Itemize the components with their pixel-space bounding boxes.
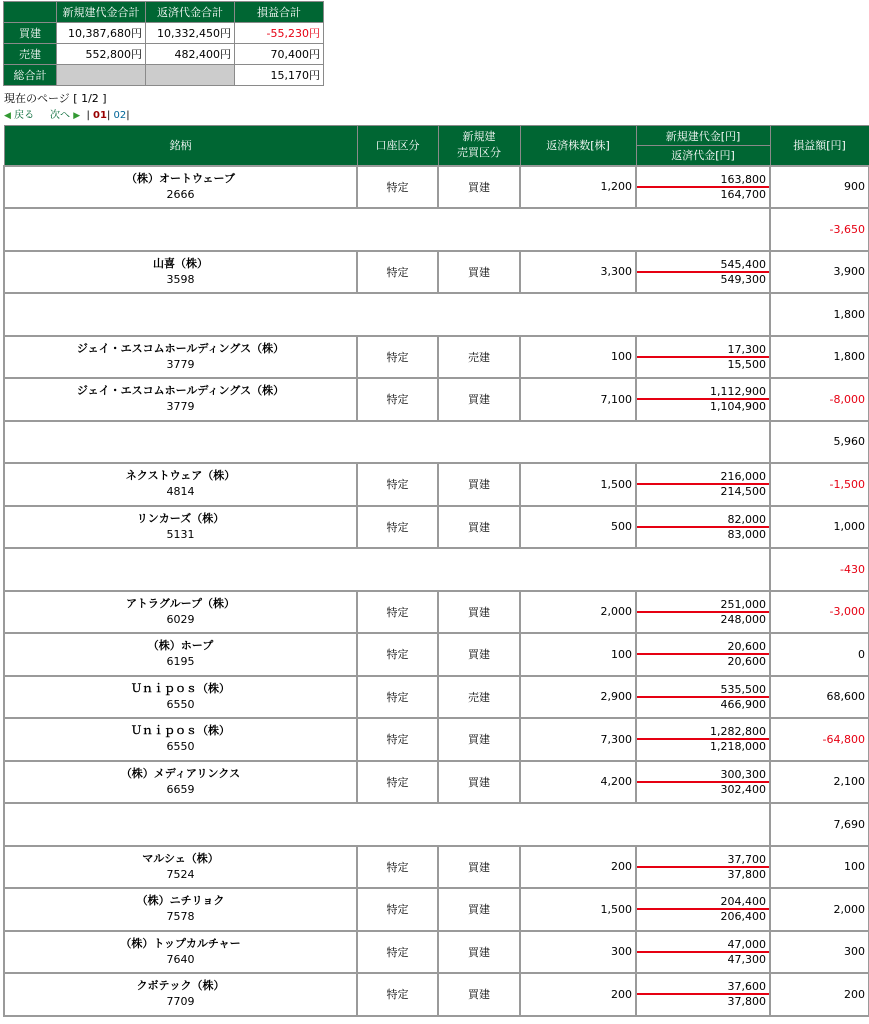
summary-sell-new: 552,800円 <box>57 44 146 65</box>
account-cell: 特定 <box>357 251 438 294</box>
pl-cell: 300 <box>770 931 869 974</box>
close-amount: 248,000 <box>720 612 766 626</box>
pl-cell: 900 <box>770 166 869 209</box>
stock-name: クボテック（株） <box>136 979 225 993</box>
page-link-current: 01 <box>93 110 107 121</box>
stock-code: 6029 <box>166 612 195 626</box>
header-type-line2: 売買区分 <box>457 146 501 160</box>
stock-cell <box>4 463 357 506</box>
new-amount: 535,500 <box>637 683 769 698</box>
header-name: 銘柄 <box>4 126 357 166</box>
header-account: 口座区分 <box>357 126 438 166</box>
type-cell: 売建 <box>438 336 520 379</box>
header-type-line1: 新規建 <box>462 130 496 144</box>
summary-table <box>3 1 324 86</box>
subtotal-row <box>4 208 869 251</box>
close-amount: 302,400 <box>720 782 766 796</box>
table-row <box>4 591 869 634</box>
account-cell: 特定 <box>357 591 438 634</box>
stock-code: 6659 <box>166 782 195 796</box>
summary-total-blank <box>57 65 146 86</box>
table-row <box>4 676 869 719</box>
stock-cell <box>4 761 357 804</box>
qty-cell: 1,500 <box>520 888 636 931</box>
qty-cell: 7,100 <box>520 378 636 421</box>
qty-cell: 1,200 <box>520 166 636 209</box>
summary-header-close: 返済代金合計 <box>146 2 235 23</box>
stock-name: ジェイ・エスコムホールディングス（株） <box>76 384 285 398</box>
stock-name: ジェイ・エスコムホールディングス（株） <box>76 341 285 355</box>
account-cell: 特定 <box>357 761 438 804</box>
stock-code: 5131 <box>166 527 195 541</box>
type-cell: 買建 <box>438 931 520 974</box>
summary-buy-close: 10,332,450円 <box>146 23 235 44</box>
new-amount: 17,300 <box>637 343 769 358</box>
amount-cell <box>636 591 770 634</box>
stock-name: （株）オートウェーブ <box>125 171 235 185</box>
stock-code: 6550 <box>166 697 195 711</box>
summary-sell-pl: 70,400円 <box>235 44 324 65</box>
close-amount: 37,800 <box>727 995 766 1009</box>
new-amount: 216,000 <box>637 470 769 485</box>
type-cell: 買建 <box>438 166 520 209</box>
type-cell: 買建 <box>438 973 520 1016</box>
qty-cell: 200 <box>520 846 636 889</box>
pl-cell: -3,000 <box>770 591 869 634</box>
pl-cell: -8,000 <box>770 378 869 421</box>
new-amount: 300,300 <box>637 768 769 783</box>
header-qty: 返済株数[株] <box>520 126 636 166</box>
stock-name: （株）メディアリンクス <box>120 766 241 780</box>
stock-cell <box>4 166 357 209</box>
qty-cell: 1,500 <box>520 463 636 506</box>
close-amount: 549,300 <box>720 272 766 286</box>
close-amount: 37,800 <box>727 867 766 881</box>
pl-cell: 3,900 <box>770 251 869 294</box>
type-cell: 買建 <box>438 761 520 804</box>
new-amount: 47,000 <box>637 938 769 953</box>
header-amount-bottom: 返済代金[円] <box>636 146 770 166</box>
account-cell: 特定 <box>357 166 438 209</box>
stock-name: （株）トップカルチャー <box>120 936 241 950</box>
type-cell: 買建 <box>438 633 520 676</box>
type-cell: 買建 <box>438 251 520 294</box>
close-amount: 1,104,900 <box>710 400 766 414</box>
subtotal-pl-cell: -430 <box>770 548 869 591</box>
amount-cell <box>636 676 770 719</box>
qty-cell: 100 <box>520 633 636 676</box>
stock-code: 7709 <box>166 995 195 1009</box>
subtotal-blank <box>4 421 770 464</box>
summary-row-label: 総合計 <box>4 65 57 86</box>
pl-cell: 200 <box>770 973 869 1016</box>
table-row <box>4 718 869 761</box>
close-amount: 466,900 <box>720 697 766 711</box>
amount-cell <box>636 633 770 676</box>
new-amount: 20,600 <box>637 640 769 655</box>
stock-cell <box>4 676 357 719</box>
close-amount: 15,500 <box>727 357 766 371</box>
subtotal-blank <box>4 548 770 591</box>
amount-cell <box>636 336 770 379</box>
qty-cell: 3,300 <box>520 251 636 294</box>
stock-name: Ｕｎｉｐｏｓ（株） <box>131 681 230 695</box>
stock-cell <box>4 506 357 549</box>
subtotal-pl-cell: -3,650 <box>770 208 869 251</box>
trade-table <box>3 125 869 1017</box>
account-cell: 特定 <box>357 888 438 931</box>
table-row <box>4 378 869 421</box>
subtotal-row <box>4 548 869 591</box>
type-cell: 買建 <box>438 506 520 549</box>
pl-cell: -64,800 <box>770 718 869 761</box>
summary-buy-new: 10,387,680円 <box>57 23 146 44</box>
stock-name: 山喜（株） <box>153 256 208 270</box>
stock-name: （株）ホープ <box>147 639 214 653</box>
table-row <box>4 336 869 379</box>
new-amount: 251,000 <box>637 598 769 613</box>
qty-cell: 2,000 <box>520 591 636 634</box>
qty-cell: 4,200 <box>520 761 636 804</box>
account-cell: 特定 <box>357 506 438 549</box>
subtotal-pl-cell: 5,960 <box>770 421 869 464</box>
summary-total-pl: 15,170円 <box>235 65 324 86</box>
pl-cell: 0 <box>770 633 869 676</box>
amount-cell <box>636 463 770 506</box>
stock-name: リンカーズ（株） <box>136 511 225 525</box>
subtotal-blank <box>4 208 770 251</box>
account-cell: 特定 <box>357 676 438 719</box>
summary-buy-pl: -55,230円 <box>235 23 324 44</box>
type-cell: 買建 <box>438 718 520 761</box>
summary-corner <box>4 2 57 23</box>
summary-row-total <box>4 65 324 86</box>
stock-name: マルシェ（株） <box>142 851 219 865</box>
page-link-2[interactable]: 02 <box>113 110 127 121</box>
summary-total-blank <box>146 65 235 86</box>
stock-cell <box>4 251 357 294</box>
subtotal-row <box>4 293 869 336</box>
table-row <box>4 846 869 889</box>
account-cell: 特定 <box>357 463 438 506</box>
amount-cell <box>636 761 770 804</box>
new-amount: 1,112,900 <box>637 385 769 400</box>
stock-cell <box>4 591 357 634</box>
stock-name: Ｕｎｉｐｏｓ（株） <box>131 724 230 738</box>
stock-code: 4814 <box>166 485 195 499</box>
summary-header-row <box>4 2 324 23</box>
subtotal-blank <box>4 803 770 846</box>
header-amount-top: 新規建代金[円] <box>636 126 770 146</box>
stock-cell <box>4 378 357 421</box>
stock-cell <box>4 718 357 761</box>
account-cell: 特定 <box>357 378 438 421</box>
table-row <box>4 633 869 676</box>
account-cell: 特定 <box>357 973 438 1016</box>
pager-separator: | <box>86 110 90 121</box>
table-row <box>4 888 869 931</box>
type-cell: 売建 <box>438 676 520 719</box>
summary-row-label: 売建 <box>4 44 57 65</box>
amount-cell <box>636 846 770 889</box>
table-body <box>4 166 869 1016</box>
new-amount: 37,600 <box>637 980 769 995</box>
stock-code: 3779 <box>166 357 195 371</box>
stock-code: 2666 <box>166 187 195 201</box>
amount-cell <box>636 931 770 974</box>
stock-code: 7640 <box>166 952 195 966</box>
close-amount: 206,400 <box>720 910 766 924</box>
pager <box>4 106 130 121</box>
new-amount: 204,400 <box>637 895 769 910</box>
close-amount: 1,218,000 <box>710 740 766 754</box>
back-link[interactable]: 戻る <box>14 110 35 121</box>
close-amount: 214,500 <box>720 485 766 499</box>
pager-separator: | <box>106 110 111 121</box>
pl-cell: 68,600 <box>770 676 869 719</box>
stock-cell <box>4 931 357 974</box>
triangle-right-icon: ▶ <box>73 111 81 121</box>
pl-cell: 1,000 <box>770 506 869 549</box>
pl-cell: -1,500 <box>770 463 869 506</box>
table-row <box>4 506 869 549</box>
stock-code: 6195 <box>166 655 195 669</box>
stock-cell <box>4 846 357 889</box>
summary-row-label: 買建 <box>4 23 57 44</box>
header-pl: 損益額[円] <box>770 126 869 166</box>
new-amount: 82,000 <box>637 513 769 528</box>
stock-cell <box>4 633 357 676</box>
table-row <box>4 166 869 209</box>
triangle-left-icon: ◀ <box>4 111 11 121</box>
stock-name: （株）ニチリョク <box>136 894 225 908</box>
pl-cell: 1,800 <box>770 336 869 379</box>
stock-name: アトラグループ（株） <box>125 596 236 610</box>
table-row <box>4 973 869 1016</box>
amount-cell <box>636 888 770 931</box>
stock-code: 7578 <box>166 910 195 924</box>
qty-cell: 300 <box>520 931 636 974</box>
account-cell: 特定 <box>357 336 438 379</box>
close-amount: 47,300 <box>727 952 766 966</box>
account-cell: 特定 <box>357 846 438 889</box>
summary-sell-close: 482,400円 <box>146 44 235 65</box>
pl-cell: 2,000 <box>770 888 869 931</box>
qty-cell: 500 <box>520 506 636 549</box>
new-amount: 163,800 <box>637 173 769 188</box>
header-type <box>438 126 520 166</box>
pager-separator: | <box>126 110 130 121</box>
stock-code: 7524 <box>166 867 195 881</box>
summary-header-pl: 損益合計 <box>235 2 324 23</box>
stock-cell <box>4 973 357 1016</box>
new-amount: 545,400 <box>637 258 769 273</box>
summary-row-buy <box>4 23 324 44</box>
page-indicator: 現在のページ [ 1/2 ] <box>4 92 107 105</box>
summary-row-sell <box>4 44 324 65</box>
subtotal-pl-cell: 1,800 <box>770 293 869 336</box>
table-row <box>4 931 869 974</box>
new-amount: 37,700 <box>637 853 769 868</box>
table-row <box>4 463 869 506</box>
amount-cell <box>636 506 770 549</box>
pl-cell: 100 <box>770 846 869 889</box>
pl-cell: 2,100 <box>770 761 869 804</box>
close-amount: 164,700 <box>720 187 766 201</box>
qty-cell: 2,900 <box>520 676 636 719</box>
amount-cell <box>636 973 770 1016</box>
qty-cell: 200 <box>520 973 636 1016</box>
qty-cell: 100 <box>520 336 636 379</box>
qty-cell: 7,300 <box>520 718 636 761</box>
table-header-row <box>4 126 869 146</box>
stock-code: 6550 <box>166 740 195 754</box>
stock-code: 3779 <box>166 400 195 414</box>
close-amount: 20,600 <box>727 655 766 669</box>
type-cell: 買建 <box>438 591 520 634</box>
summary-header-new: 新規建代金合計 <box>57 2 146 23</box>
amount-cell <box>636 718 770 761</box>
subtotal-pl-cell: 7,690 <box>770 803 869 846</box>
account-cell: 特定 <box>357 931 438 974</box>
account-cell: 特定 <box>357 633 438 676</box>
next-link[interactable]: 次へ <box>50 110 71 121</box>
account-cell: 特定 <box>357 718 438 761</box>
subtotal-blank <box>4 293 770 336</box>
new-amount: 1,282,800 <box>637 725 769 740</box>
type-cell: 買建 <box>438 846 520 889</box>
subtotal-row <box>4 803 869 846</box>
stock-cell <box>4 888 357 931</box>
amount-cell <box>636 251 770 294</box>
amount-cell <box>636 378 770 421</box>
table-row <box>4 251 869 294</box>
close-amount: 83,000 <box>727 527 766 541</box>
type-cell: 買建 <box>438 378 520 421</box>
type-cell: 買建 <box>438 463 520 506</box>
type-cell: 買建 <box>438 888 520 931</box>
stock-cell <box>4 336 357 379</box>
stock-name: ネクストウェア（株） <box>125 469 236 483</box>
subtotal-row <box>4 421 869 464</box>
amount-cell <box>636 166 770 209</box>
table-row <box>4 761 869 804</box>
stock-code: 3598 <box>166 272 195 286</box>
